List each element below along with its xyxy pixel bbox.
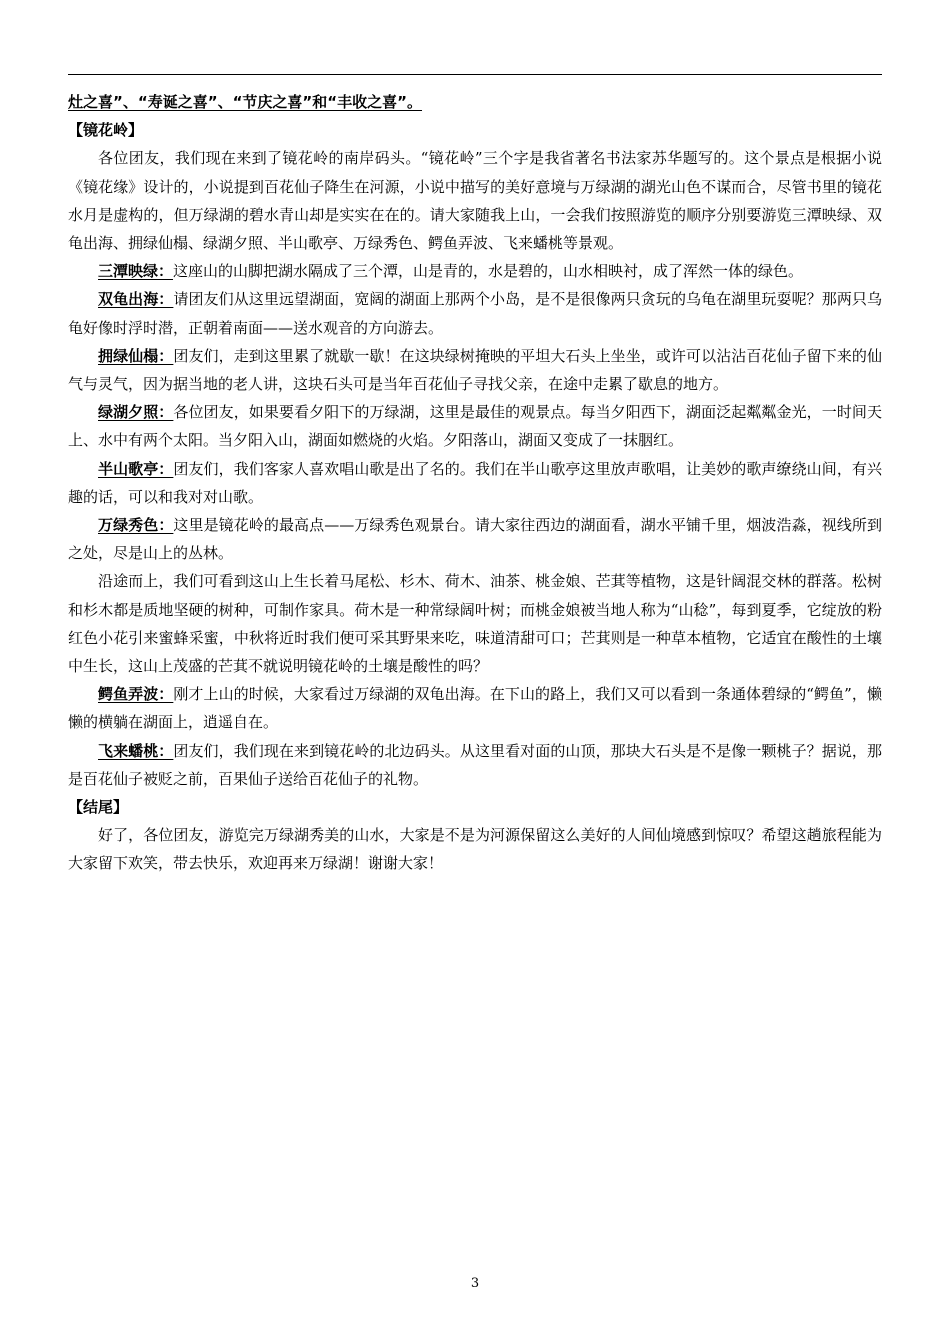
- spot-text: 这座山的山脚把湖水隔成了三个潭，山是青的，水是碧的，山水相映衬，成了浑然一体的绿色。: [173, 262, 804, 281]
- spot-text: 这里是镜花岭的最高点——万绿秀色观景台。请大家往西边的湖面看，湖水平铺千里，烟波浩淼，视线所到之处，尽是山上的丛林。: [68, 516, 882, 563]
- spot-title: 飞来蟠桃：: [98, 741, 174, 760]
- page-number: 3: [470, 1276, 480, 1291]
- spot-text: 刚才上山的时候，大家看过万绿湖的双龟出海。在下山的路上，我们又可以看到一条通体碧绿的“鳄鱼”，懒懒的横躺在湖面上，逍遥自在。: [68, 685, 882, 732]
- spot-title: 拥绿仙榻：: [98, 346, 174, 365]
- spot-title: 三潭映绿：: [98, 262, 174, 281]
- continuation-line: 灶之喜”、“寿诞之喜”、“节庆之喜”和“丰收之喜”。: [68, 93, 423, 111]
- spot-text: 团友们，我们客家人喜欢唱山歌是出了名的。我们在半山歌亭这里放声歌唱，让美妙的歌声缭绕山间，有兴趣的话，可以和我对对山歌。: [68, 459, 882, 506]
- document-body: [68, 88, 882, 878]
- section-heading-ending: 【结尾】: [68, 798, 129, 817]
- spot-text: 各位团友，如果要看夕阳下的万绿湖，这里是最佳的观景点。每当夕阳西下，湖面泛起粼粼金光，一时间天上、水中有两个太阳。当夕阳入山，湖面如燃烧的火焰。夕阳落山，湖面又变成了一抹胭红。: [68, 403, 882, 450]
- spot-text: 团友们，我们现在来到镜花岭的北边码头。从这里看对面的山顶，那块大石头是不是像一颗桃子？据说，那是百花仙子被贬之前，百果仙子送给百花仙子的礼物。: [68, 741, 882, 788]
- spot-paragraph: [68, 737, 882, 793]
- header-rule: [68, 74, 882, 75]
- intro-paragraph: 各位团友，我们现在来到了镜花岭的南岸码头。“镜花岭”三个字是我省著名书法家苏华题写的。这个景点是根据小说《镜花缘》设计的，小说提到百花仙子降生在河源，小说中描写的美好意境与万绿湖的湖光山色不谋而合，尽管书里的镜花水月是虚构的，但万绿湖的碧水青山却是实实在在的。请大家随我上山，一会我们按照游览的顺序分别要游览三潭映绿、双龟出海、拥绿仙榻、绿湖夕照、半山歌亭、万绿秀色、鳄鱼弄波、飞来蟠桃等景观。: [68, 149, 882, 253]
- spot-paragraph: [68, 680, 882, 736]
- spot-title: 鳄鱼弄波：: [98, 685, 174, 704]
- spot-paragraph: [68, 398, 882, 454]
- section-heading-jinghualing: 【镜花岭】: [68, 121, 144, 140]
- spot-title: 半山歌亭：: [98, 459, 174, 478]
- spot-paragraph: [68, 285, 882, 341]
- ending-paragraph: 好了，各位团友，游览完万绿湖秀美的山水，大家是不是为河源保留这么美好的人间仙境感到惊叹？希望这趟旅程能为大家留下欢笑，带去快乐，欢迎再来万绿湖！谢谢大家！: [68, 826, 882, 873]
- plants-paragraph: 沿途而上，我们可看到这山上生长着马尾松、杉木、荷木、油茶、桃金娘、芒萁等植物，这是针阔混交林的群落。松树和杉木都是质地坚硬的树种，可制作家具。荷木是一种常绿阔叶树；而桃金娘被当地人称为“山稔”，每到夏季，它绽放的粉红色小花引来蜜蜂采蜜，中秋将近时我们便可采其野果来吃，味道清甜可口；芒萁则是一种草本植物，它适宜在酸性的土壤中生长，这山上茂盛的芒萁不就说明镜花岭的土壤是酸性的吗？: [68, 572, 882, 676]
- spot-text: 请团友们从这里远望湖面，宽阔的湖面上那两个小岛，是不是很像两只贪玩的乌龟在湖里玩耍呢？那两只乌龟好像时浮时潜，正朝着南面——送水观音的方向游去。: [68, 290, 882, 337]
- spot-title: 双龟出海：: [98, 290, 174, 309]
- spot-paragraph: [68, 257, 882, 285]
- spot-paragraph: [68, 342, 882, 398]
- spot-paragraph: [68, 455, 882, 511]
- spot-paragraph: [68, 511, 882, 567]
- spot-title: 万绿秀色：: [98, 516, 174, 535]
- spot-text: 团友们，走到这里累了就歇一歇！在这块绿树掩映的平坦大石头上坐坐，或许可以沾沾百花仙子留下来的仙气与灵气，因为据当地的老人讲，这块石头可是当年百花仙子寻找父亲，在途中走累了歇息的地方。: [68, 346, 882, 394]
- spot-title: 绿湖夕照：: [98, 403, 174, 422]
